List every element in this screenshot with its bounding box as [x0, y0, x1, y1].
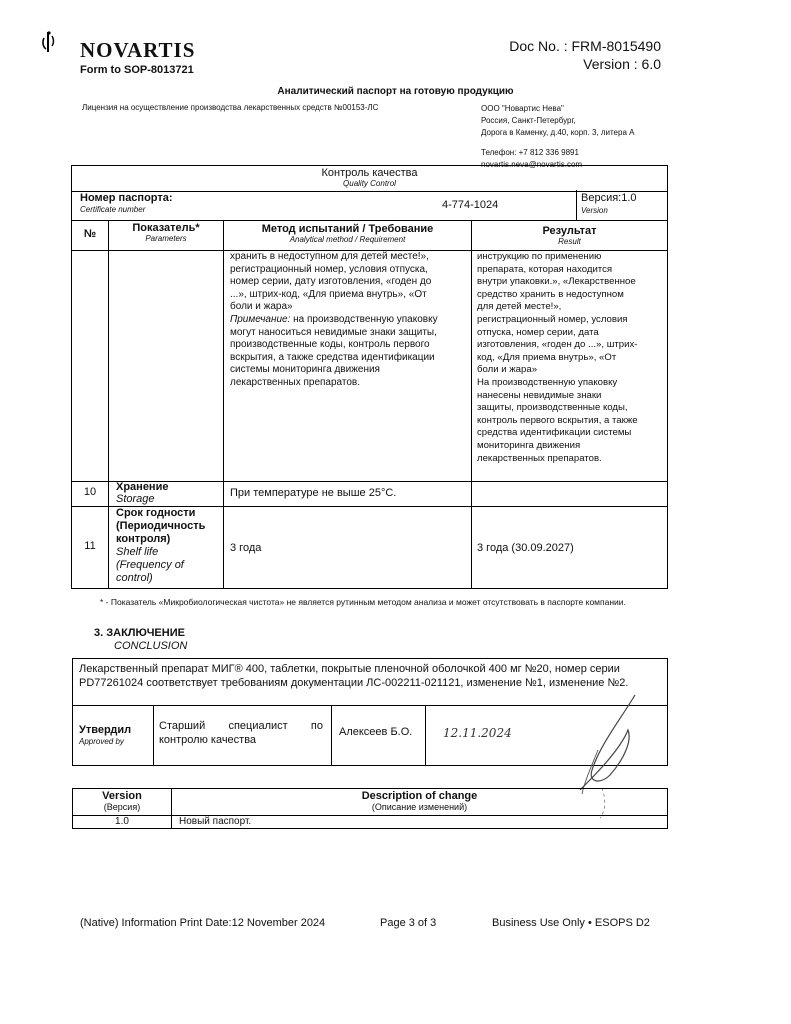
result-line: инструкцию по применению: [477, 251, 602, 262]
row-10-no: 10: [83, 486, 97, 498]
doc-number: Doc No. : FRM-8015490: [509, 38, 661, 54]
conclusion-heading-en: CONCLUSION: [114, 640, 188, 652]
divider: [425, 705, 426, 765]
version-col-header-ru: (Версия): [103, 802, 141, 812]
approved-label: Утвердил: [79, 724, 132, 736]
method-line: боли и жара»: [230, 301, 293, 313]
qc-subtitle: Quality Control: [343, 179, 396, 188]
result-line: контроль первого вскрытия, а также: [477, 414, 638, 426]
certificate-label-en: Certificate number: [80, 205, 146, 214]
note-line: вскрытия, а также средства идентификации: [230, 351, 435, 363]
col-header-param-en: Parameters: [145, 234, 187, 243]
result-line: изготовления, «годен до ...», штрих-: [477, 339, 638, 351]
footer-classification: Business Use Only • ESOPS D2: [492, 917, 650, 929]
version-col-header: Version: [102, 790, 142, 802]
license-text: Лицензия на осуществление производства лекарственных средств №00153-ЛС: [82, 103, 379, 112]
row-11-param-en: [116, 546, 184, 585]
col-header-result: [472, 225, 667, 246]
column-divider: [471, 220, 472, 588]
col-header-no: [72, 228, 108, 240]
version-description: Новый паспорт.: [179, 816, 252, 827]
address-email: novartis.neva@novartis.com: [481, 160, 583, 169]
quality-control-header: [71, 165, 668, 192]
row-11-param-en-line: control): [116, 572, 153, 584]
address-line: Россия, Санкт-Петербург,: [481, 116, 576, 125]
row-11-param: [116, 507, 205, 546]
row-10-param-en: Storage: [116, 493, 155, 505]
col-header-method-ru: Метод испытаний / Требование: [261, 223, 434, 235]
novartis-logo-icon: [40, 30, 62, 56]
col-header-param-ru: Показатель*: [132, 222, 200, 234]
method-continued-text: [230, 251, 466, 390]
method-line: ...», штрих-код, «Для приема внутрь», «От: [230, 288, 427, 300]
footnote: * - Показатель «Микробиологическая чистота» не является рутинным методом анализа и может отсутствовать в паспорте компании.: [100, 597, 626, 607]
version-value: 1.0: [115, 816, 129, 827]
approver-role: Старший специалист по контролю качества: [159, 720, 323, 746]
parameters-table: [71, 220, 668, 589]
result-line: средство хранить в недоступном: [477, 288, 624, 300]
note-label: Примечание:: [230, 313, 291, 325]
row-11-param-line: (Периодичность: [116, 520, 206, 532]
row-11-param-line: контроля): [116, 533, 171, 545]
note-line: [230, 314, 466, 327]
address-phone: Телефон: +7 812 336 9891: [481, 148, 579, 157]
row-11-method: 3 года: [230, 542, 262, 554]
divider: [153, 705, 154, 765]
certificate-label: Номер паспорта:: [80, 192, 173, 204]
method-line: хранить в недоступном для детей месте!»,: [230, 251, 429, 262]
row-11-no: 11: [84, 540, 96, 552]
description-col-header-ru: (Описание изменений): [371, 802, 468, 812]
note-text: на производственную упаковку: [290, 313, 438, 325]
footer-page-number: Page 3 of 3: [380, 917, 437, 929]
row-11-result: 3 года (30.09.2027): [477, 542, 574, 554]
result-line: внутри упаковки.», «Лекарственное: [477, 276, 636, 288]
divider: [576, 190, 577, 220]
col-header-result-ru: Результат: [542, 225, 597, 237]
row-11-param-line: Срок годности: [116, 507, 196, 519]
row-10-method: При температуре не выше 25°С.: [230, 487, 397, 499]
result-line: код, «Для приема внутрь», «От: [477, 351, 617, 363]
method-line: регистрационный номер, условия отпуска,: [230, 263, 428, 275]
note-line: производственные коды, контроль первого: [230, 339, 430, 351]
result-line: регистрационный номер, условия: [477, 313, 628, 325]
column-divider: [223, 220, 224, 588]
row-11-param-en-line: (Frequency of: [116, 559, 184, 571]
result-line: средства идентификации системы: [477, 427, 632, 439]
version-history-table: [72, 788, 668, 829]
col-header-param: [109, 222, 223, 243]
certificate-number: 4-774-1024: [442, 199, 499, 211]
row-11-param-en-line: Shelf life: [116, 546, 159, 558]
conclusion-heading: 3. ЗАКЛЮЧЕНИЕ: [94, 627, 185, 639]
footer-print-date: (Native) Information Print Date:12 November 2024: [80, 917, 326, 929]
logo-text: NOVARTIS: [80, 38, 196, 62]
col-header-method-en: Analytical method / Requirement: [289, 235, 406, 244]
col-header-result-en: Result: [558, 237, 581, 246]
result-continued-text: [477, 251, 662, 465]
col-header-method: [224, 223, 471, 244]
result-line: нанесены невидимые знаки: [477, 389, 602, 401]
column-divider: [108, 220, 109, 588]
doc-version: Version : 6.0: [583, 56, 661, 72]
result-line: мониторинга движения: [477, 439, 581, 451]
description-col-header: Description of change: [361, 790, 478, 802]
company-address: [481, 103, 634, 171]
certificate-version: Версия:1.0: [581, 192, 637, 204]
note-line: могут наноситься невидимые знаки защиты,: [230, 326, 437, 338]
method-line: номер серии, дату изготовления, «годен до: [230, 276, 432, 288]
certificate-version-en: Version: [581, 206, 608, 215]
address-line: Дорога в Каменку, д.40, корп. 3, литера А: [481, 128, 635, 137]
address-line: ООО "Новартис Нева": [481, 104, 564, 113]
result-line: лекарственных препаратов.: [477, 452, 602, 464]
conclusion-text: Лекарственный препарат МИГ® 400, таблетки, покрытые пленочной оболочкой 400 мг №20, номер серии PD77261024 соответствует требованиям документации ЛС-002211-021121, изменение №1, изменение №2.: [79, 663, 629, 689]
col-header-no-text: №: [83, 228, 97, 240]
divider: [331, 705, 332, 765]
result-line: боли и жара»: [477, 364, 538, 376]
form-reference: Form to SOP-8013721: [80, 64, 194, 76]
qc-title: Контроль качества: [321, 167, 418, 179]
result-line: препарата, которая находится: [477, 263, 613, 275]
handwritten-date: 12.11.2024: [443, 726, 512, 740]
result-line: защиты, производственные коды,: [477, 402, 628, 414]
approver-name: Алексеев Б.О.: [339, 726, 413, 738]
note-line: лекарственных препаратов.: [230, 376, 361, 388]
page-title: Аналитический паспорт на готовую продукцию: [277, 86, 514, 97]
approved-label-en: Approved by: [79, 737, 124, 746]
row-10-param: Хранение: [116, 481, 169, 493]
result-line: отпуска, номер серии, дата: [477, 326, 599, 338]
result-line: для детей месте!»,: [477, 301, 562, 313]
note-line: системы мониторинга движения: [230, 364, 380, 376]
certificate-row: [71, 190, 668, 221]
result-line: На производственную упаковку: [477, 376, 618, 388]
address-line: [481, 139, 634, 147]
